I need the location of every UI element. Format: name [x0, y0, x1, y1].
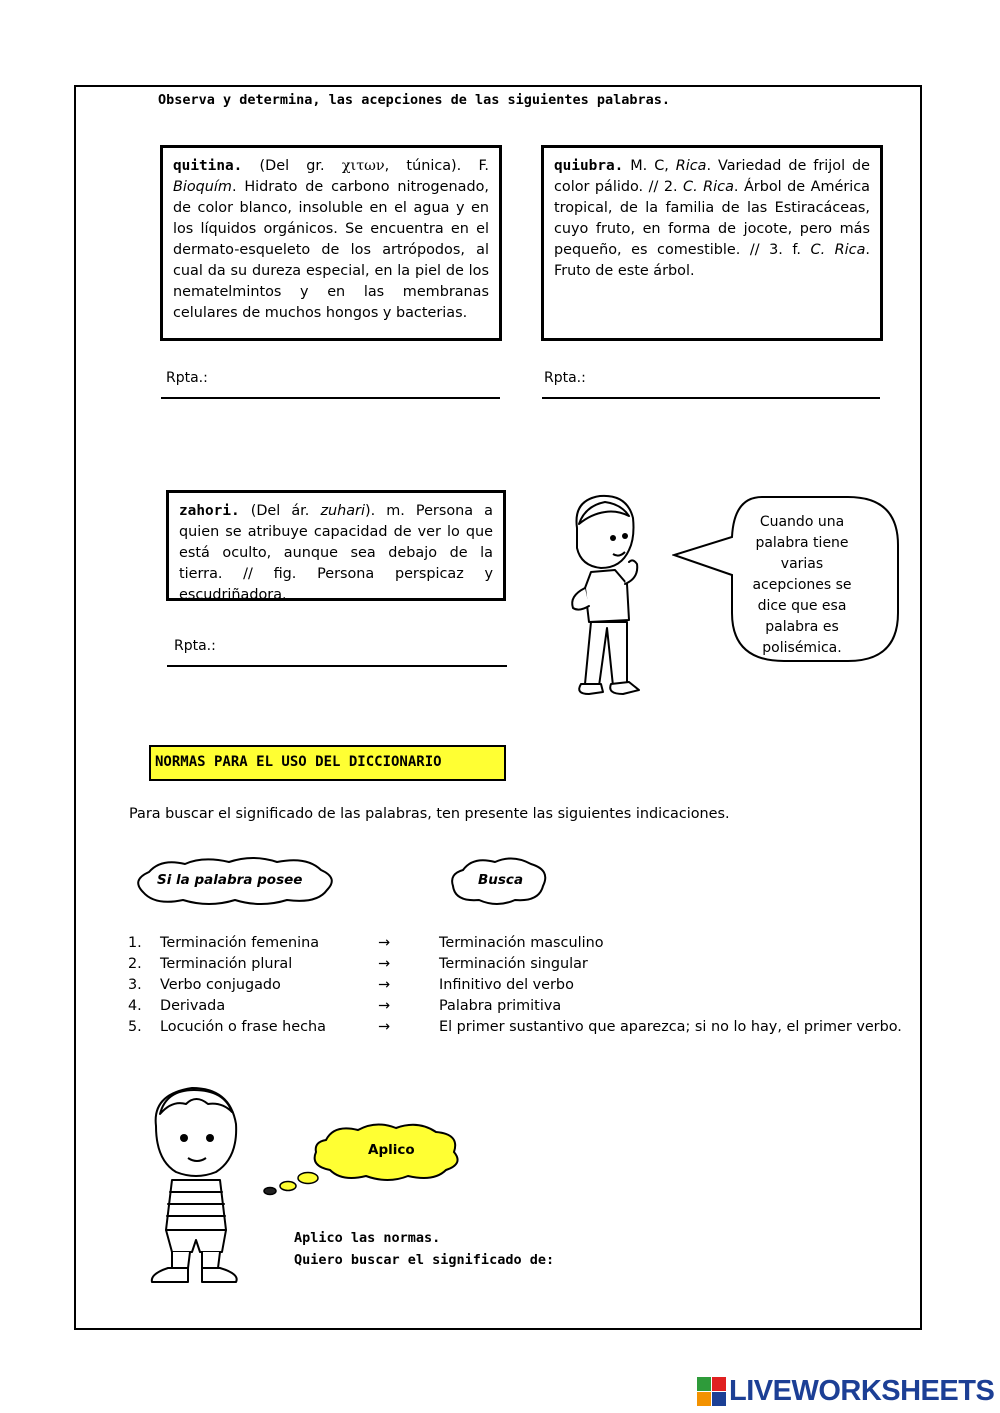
definition-word: quiubra. [554, 158, 624, 174]
cloud-right-label: Busca [478, 872, 524, 888]
speech-bubble-text: Cuando una palabra tiene varias acepciones se dice que esa palabra es polisémica. [752, 514, 852, 656]
intro-text: Para buscar el significado de las palabras, ten presente las siguientes indicaciones. [129, 806, 730, 822]
thought-cloud-icon [258, 1118, 470, 1200]
cloud-left-label: Si la palabra posee [157, 872, 303, 888]
rpta-label-1: Rpta.: [166, 370, 208, 386]
definition-word: zahori. [179, 503, 240, 519]
arrow-right-icon: → [378, 977, 391, 993]
definition-zahori: zahori. (Del ár. zuhari). m. Persona a quien se atribuye capacidad de ver lo que está oculto, aunque sea debajo de la tierra. // fig. Persona perspicaz y escudriñadora. [166, 490, 506, 601]
answer-line-1[interactable] [161, 397, 500, 399]
answer-line-3[interactable] [167, 665, 507, 667]
aplico-line-2: Quiero buscar el significado de: [294, 1252, 555, 1268]
arrow-right-icon: → [378, 956, 391, 972]
answer-line-2[interactable] [542, 397, 880, 399]
aplico-cloud-label: Aplico [368, 1142, 415, 1158]
arrow-right-icon: → [378, 935, 391, 951]
arrow-right-icon: → [378, 998, 391, 1014]
rpta-label-2: Rpta.: [544, 370, 586, 386]
definition-quitina: quitina. (Del gr. χιτων, túnica). F. Bioquím. Hidrato de carbono nitrogenado, de color blanco, insoluble en el agua y en los líquidos orgánicos. Se encuentra en el dermato-esqueleto de los artrópodos, al cual da su dureza especial, en la piel de los nematelmintos y en las membranas celulares de muchos hongos y bacterias. [160, 145, 502, 341]
brand-name: LIVEWORKSHEETS [729, 1375, 995, 1407]
normas-title: NORMAS PARA EL USO DEL DICCIONARIO [149, 745, 506, 781]
boy-illustration-icon [555, 488, 655, 708]
rpta-label-3: Rpta.: [174, 638, 216, 654]
logo-mark-icon [697, 1377, 727, 1407]
definition-word: quitina. [173, 158, 243, 174]
definition-quiubra: quiubra. M. C, Rica. Variedad de frijol de color pálido. // 2. C. Rica. Árbol de América tropical, de la familia de las Estiracáceas, cuyo fruto, en forma de jocote, pero más pequeño, es comestible. // 3. f. C. Rica. Fruto de este árbol. [541, 145, 883, 341]
aplico-line-1: Aplico las normas. [294, 1230, 441, 1246]
boy-thinking-icon [142, 1080, 252, 1292]
page-heading: Observa y determina, las acepciones de las siguientes palabras. [158, 92, 671, 108]
arrow-right-icon: → [378, 1019, 391, 1035]
